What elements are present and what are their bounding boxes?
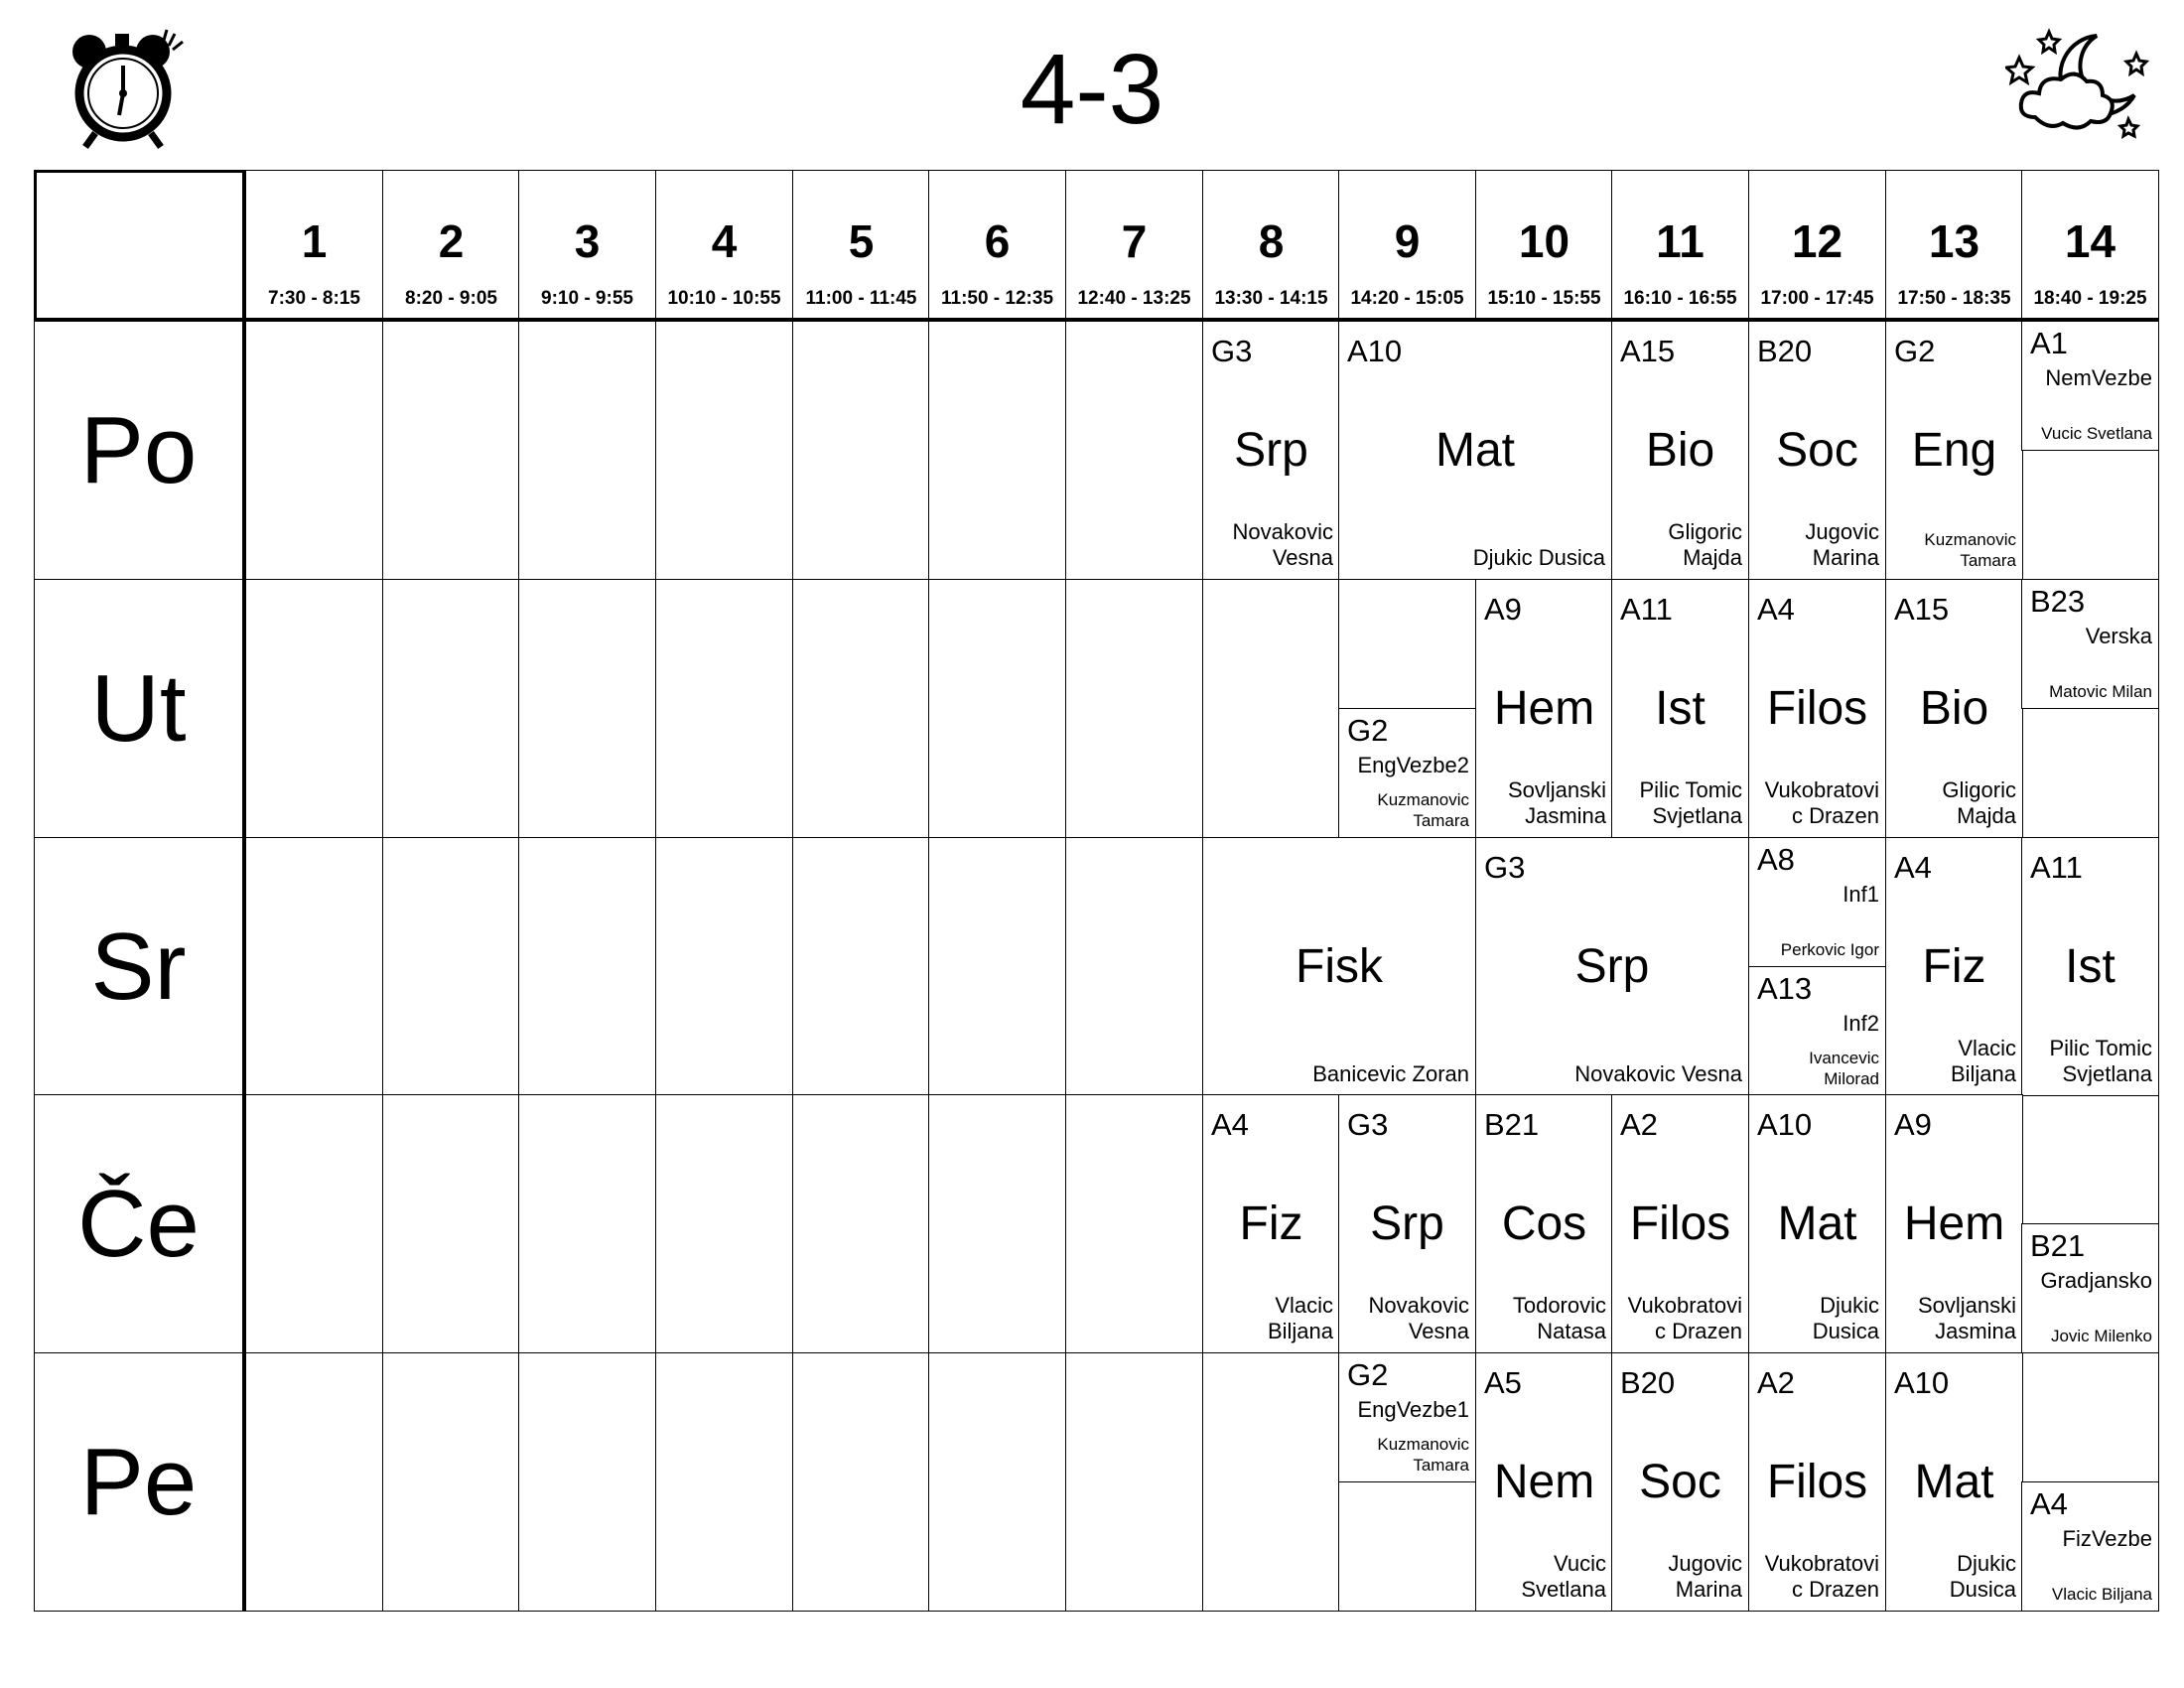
teacher-label: Jugovic Marina <box>1805 519 1879 570</box>
subject-label: Hem <box>1493 681 1595 735</box>
subject-label: Verska <box>2085 624 2152 648</box>
period-header <box>1611 170 1749 321</box>
room-label: B23 <box>2030 584 2086 619</box>
period-number: 10 <box>1518 215 1570 267</box>
period-header <box>1338 170 1476 321</box>
split-lesson-cell[interactable] <box>2021 1223 2159 1353</box>
room-label: B20 <box>1757 334 1813 368</box>
room-label: A8 <box>1757 842 1795 877</box>
teacher-label: Djukic Dusica <box>1949 1551 2016 1602</box>
period-header <box>1885 170 2023 321</box>
lesson-cell[interactable] <box>1748 579 1886 838</box>
split-lesson-cell[interactable] <box>1338 708 1476 838</box>
room-label: A11 <box>1620 592 1673 627</box>
period-number: 4 <box>711 215 738 267</box>
empty-slot <box>382 321 520 580</box>
subject-label: Fisk <box>1296 939 1383 993</box>
teacher-label: Vukobratovi c Drazen <box>1627 1293 1742 1343</box>
empty-slot <box>928 1352 1066 1612</box>
day-label: Če <box>77 1170 200 1277</box>
subject-label: Srp <box>1574 939 1650 993</box>
empty-slot <box>792 1094 930 1353</box>
period-time: 9:10 - 9:55 <box>541 288 633 309</box>
subject-label: Fiz <box>1922 939 1986 993</box>
subject-label: Filos <box>1766 1455 1868 1508</box>
teacher-label: Vukobratovi c Drazen <box>1764 777 1879 828</box>
subject-label: Soc <box>1776 423 1858 477</box>
teacher-label: Kuzmanovic Tamara <box>1377 1435 1469 1475</box>
period-number: 3 <box>574 215 601 267</box>
subject-label: Mat <box>1777 1196 1857 1250</box>
day-label: Sr <box>90 913 187 1020</box>
period-number: 7 <box>1121 215 1148 267</box>
room-label: B21 <box>2030 1228 2086 1263</box>
teacher-label: Ivancevic Milorad <box>1809 1049 1879 1088</box>
period-header <box>382 170 520 321</box>
period-number: 6 <box>984 215 1011 267</box>
empty-slot <box>518 579 656 838</box>
subject-label: Srp <box>1234 423 1308 477</box>
period-header <box>655 170 793 321</box>
teacher-label: Novakovic Vesna <box>1574 1061 1742 1086</box>
lesson-cell[interactable] <box>1885 1094 2023 1353</box>
lesson-cell[interactable] <box>1885 1352 2023 1612</box>
empty-slot <box>1065 579 1203 838</box>
lesson-cell[interactable] <box>1475 1094 1613 1353</box>
empty-slot <box>792 1352 930 1612</box>
subject-label: Hem <box>1903 1196 2005 1250</box>
room-label: A4 <box>1211 1107 1249 1142</box>
empty-slot <box>792 579 930 838</box>
room-label: A11 <box>2030 850 2083 885</box>
subject-label: Soc <box>1639 1455 1721 1508</box>
period-header <box>928 170 1066 321</box>
empty-slot <box>655 321 793 580</box>
room-label: B20 <box>1620 1365 1676 1400</box>
period-time: 17:50 - 18:35 <box>1897 288 2011 309</box>
lesson-cell[interactable] <box>1885 837 2023 1096</box>
period-number: 12 <box>1791 215 1843 267</box>
lesson-cell[interactable] <box>1202 321 1340 580</box>
teacher-label: Todorovic Natasa <box>1512 1293 1606 1343</box>
subject-label: Filos <box>1629 1196 1731 1250</box>
room-label: A4 <box>1757 592 1795 627</box>
split-lesson-cell[interactable] <box>2021 1481 2159 1612</box>
empty-slot <box>792 321 930 580</box>
page-title: 4-3 <box>1020 34 1164 145</box>
room-label: A9 <box>1894 1107 1932 1142</box>
subject-label: Bio <box>1919 681 1989 735</box>
empty-slot <box>1065 321 1203 580</box>
empty-slot <box>518 1352 656 1612</box>
period-header <box>245 170 383 321</box>
period-number: 8 <box>1258 215 1285 267</box>
teacher-label: Vlacic Biljana <box>2051 1585 2152 1604</box>
empty-slot <box>928 837 1066 1096</box>
period-header <box>1065 170 1203 321</box>
empty-slot <box>655 1352 793 1612</box>
lesson-cell[interactable] <box>1475 579 1613 838</box>
split-lesson-cell[interactable] <box>2021 579 2159 709</box>
room-label: A10 <box>1894 1365 1950 1400</box>
day-cell <box>34 321 245 580</box>
period-time: 13:30 - 14:15 <box>1214 288 1328 309</box>
subject-label: Inf2 <box>1843 1011 1879 1036</box>
period-time: 17:00 - 17:45 <box>1760 288 1874 309</box>
period-number: 9 <box>1394 215 1421 267</box>
period-time: 16:10 - 16:55 <box>1623 288 1737 309</box>
teacher-label: Matovic Milan <box>2049 682 2152 701</box>
period-time: 7:30 - 8:15 <box>268 288 360 309</box>
period-time: 8:20 - 9:05 <box>405 288 497 309</box>
day-label: Pe <box>79 1428 198 1535</box>
teacher-label: Gligoric Majda <box>1942 777 2016 828</box>
lesson-cell[interactable] <box>1202 837 1476 1096</box>
lesson-cell[interactable] <box>1202 1094 1340 1353</box>
empty-slot <box>518 837 656 1096</box>
teacher-label: Novakovic Vesna <box>1232 519 1333 570</box>
lesson-cell[interactable] <box>1748 1094 1886 1353</box>
empty-slot <box>655 579 793 838</box>
lesson-cell[interactable] <box>1748 1352 1886 1612</box>
lesson-cell[interactable] <box>1475 837 1749 1096</box>
empty-slot <box>928 321 1066 580</box>
split-lesson-cell[interactable] <box>2021 321 2159 451</box>
room-label: A1 <box>2030 326 2068 360</box>
subject-label: Bio <box>1645 423 1715 477</box>
empty-slot <box>1202 579 1340 838</box>
room-label: A15 <box>1894 592 1950 627</box>
empty-slot <box>1065 1352 1203 1612</box>
period-header <box>518 170 656 321</box>
subject-label: Mat <box>1434 423 1515 477</box>
subject-label: Nem <box>1493 1455 1595 1508</box>
empty-slot <box>655 837 793 1096</box>
teacher-label: Novakovic Vesna <box>1368 1293 1469 1343</box>
subject-label: Cos <box>1501 1196 1587 1250</box>
subject-label: EngVezbe2 <box>1357 753 1469 777</box>
lesson-cell[interactable] <box>1611 1352 1749 1612</box>
lesson-cell[interactable] <box>1885 579 2023 838</box>
empty-slot <box>382 579 520 838</box>
corner-cell <box>34 170 245 321</box>
empty-slot <box>518 321 656 580</box>
lesson-cell[interactable] <box>2021 837 2159 1096</box>
subject-label: Ist <box>2065 939 2116 993</box>
room-label: B21 <box>1484 1107 1540 1142</box>
period-header <box>1202 170 1340 321</box>
teacher-label: Vlacic Biljana <box>1950 1036 2016 1086</box>
room-label: A4 <box>2030 1486 2068 1521</box>
empty-slot <box>245 321 383 580</box>
period-time: 14:20 - 15:05 <box>1350 288 1464 309</box>
split-lesson-cell[interactable] <box>1748 837 1886 967</box>
lesson-cell[interactable] <box>1475 1352 1613 1612</box>
teacher-label: Pilic Tomic Svjetlana <box>2049 1036 2152 1086</box>
subject-label: NemVezbe <box>2045 365 2152 390</box>
period-number: 1 <box>301 215 328 267</box>
teacher-label: Sovljanski Jasmina <box>1917 1293 2016 1343</box>
empty-slot <box>382 1352 520 1612</box>
room-label: A10 <box>1757 1107 1813 1142</box>
period-time: 10:10 - 10:55 <box>667 288 781 309</box>
period-time: 15:10 - 15:55 <box>1487 288 1601 309</box>
lesson-cell[interactable] <box>1885 321 2023 580</box>
lesson-cell[interactable] <box>1611 321 1749 580</box>
empty-slot <box>245 1094 383 1353</box>
lesson-cell[interactable] <box>1748 321 1886 580</box>
subject-label: Filos <box>1766 681 1868 735</box>
day-cell <box>34 1352 245 1612</box>
period-time: 18:40 - 19:25 <box>2033 288 2147 309</box>
teacher-label: Sovljanski Jasmina <box>1507 777 1606 828</box>
room-label: A10 <box>1347 334 1403 368</box>
teacher-label: Kuzmanovic Tamara <box>1377 790 1469 830</box>
teacher-label: Vucic Svetlana <box>1521 1551 1606 1602</box>
subject-label: FizVezbe <box>2062 1526 2152 1551</box>
lesson-cell[interactable] <box>1611 1094 1749 1353</box>
teacher-label: Gligoric Majda <box>1668 519 1742 570</box>
room-label: A2 <box>1757 1365 1795 1400</box>
period-time: 11:50 - 12:35 <box>940 288 1054 309</box>
lesson-cell[interactable] <box>1338 1094 1476 1353</box>
empty-slot <box>245 579 383 838</box>
split-lesson-cell[interactable] <box>1338 1352 1476 1482</box>
subject-label: Srp <box>1370 1196 1444 1250</box>
subject-label: Ist <box>1655 681 1706 735</box>
period-time: 12:40 - 13:25 <box>1077 288 1191 309</box>
day-label: Po <box>79 396 198 503</box>
teacher-label: Djukic Dusica <box>1812 1293 1879 1343</box>
teacher-label: Vucic Svetlana <box>2041 424 2152 443</box>
subject-label: EngVezbe1 <box>1357 1397 1469 1422</box>
day-label: Ut <box>90 654 187 762</box>
empty-slot <box>518 1094 656 1353</box>
subject-label: Gradjansko <box>2040 1268 2152 1293</box>
subject-label: Mat <box>1914 1455 1994 1508</box>
teacher-label: Perkovic Igor <box>1780 940 1879 959</box>
teacher-label: Djukic Dusica <box>1472 545 1605 570</box>
room-label: A15 <box>1620 334 1676 368</box>
period-number: 5 <box>848 215 875 267</box>
split-lesson-cell[interactable] <box>1748 966 1886 1096</box>
day-cell <box>34 579 245 838</box>
period-number: 11 <box>1656 215 1705 267</box>
room-label: G2 <box>1894 334 1936 368</box>
room-label: A5 <box>1484 1365 1522 1400</box>
room-label: A4 <box>1894 850 1932 885</box>
teacher-label: Jovic Milenko <box>2050 1327 2152 1345</box>
teacher-label: Kuzmanovic Tamara <box>1924 530 2016 570</box>
teacher-label: Vukobratovi c Drazen <box>1764 1551 1879 1602</box>
empty-slot <box>1065 1094 1203 1353</box>
room-label: G2 <box>1347 713 1389 748</box>
room-label: G3 <box>1347 1107 1389 1142</box>
empty-slot <box>382 837 520 1096</box>
empty-slot <box>245 837 383 1096</box>
room-label: G2 <box>1347 1357 1389 1392</box>
empty-slot <box>792 837 930 1096</box>
empty-slot <box>382 1094 520 1353</box>
teacher-label: Pilic Tomic Svjetlana <box>1639 777 1742 828</box>
empty-slot <box>928 579 1066 838</box>
empty-slot <box>655 1094 793 1353</box>
subject-label: Inf1 <box>1843 882 1879 907</box>
subject-label: Eng <box>1911 423 1997 477</box>
lesson-cell[interactable] <box>1338 321 1612 580</box>
room-label: A9 <box>1484 592 1522 627</box>
empty-slot <box>1065 837 1203 1096</box>
period-header <box>1748 170 1886 321</box>
empty-slot <box>245 1352 383 1612</box>
period-number: 14 <box>2064 215 2116 267</box>
day-cell <box>34 1094 245 1353</box>
room-label: A2 <box>1620 1107 1658 1142</box>
lesson-cell[interactable] <box>1611 579 1749 838</box>
period-header <box>792 170 930 321</box>
teacher-label: Jugovic Marina <box>1668 1551 1742 1602</box>
room-label: G3 <box>1211 334 1253 368</box>
empty-slot <box>1202 1352 1340 1612</box>
empty-slot <box>928 1094 1066 1353</box>
subject-label: Fiz <box>1239 1196 1303 1250</box>
teacher-label: Vlacic Biljana <box>1267 1293 1333 1343</box>
period-header <box>1475 170 1613 321</box>
period-number: 2 <box>438 215 465 267</box>
teacher-label: Banicevic Zoran <box>1312 1061 1469 1086</box>
period-header <box>2021 170 2159 321</box>
day-cell <box>34 837 245 1096</box>
period-number: 13 <box>1928 215 1980 267</box>
period-time: 11:00 - 11:45 <box>805 288 917 309</box>
room-label: G3 <box>1484 850 1526 885</box>
room-label: A13 <box>1757 971 1813 1006</box>
